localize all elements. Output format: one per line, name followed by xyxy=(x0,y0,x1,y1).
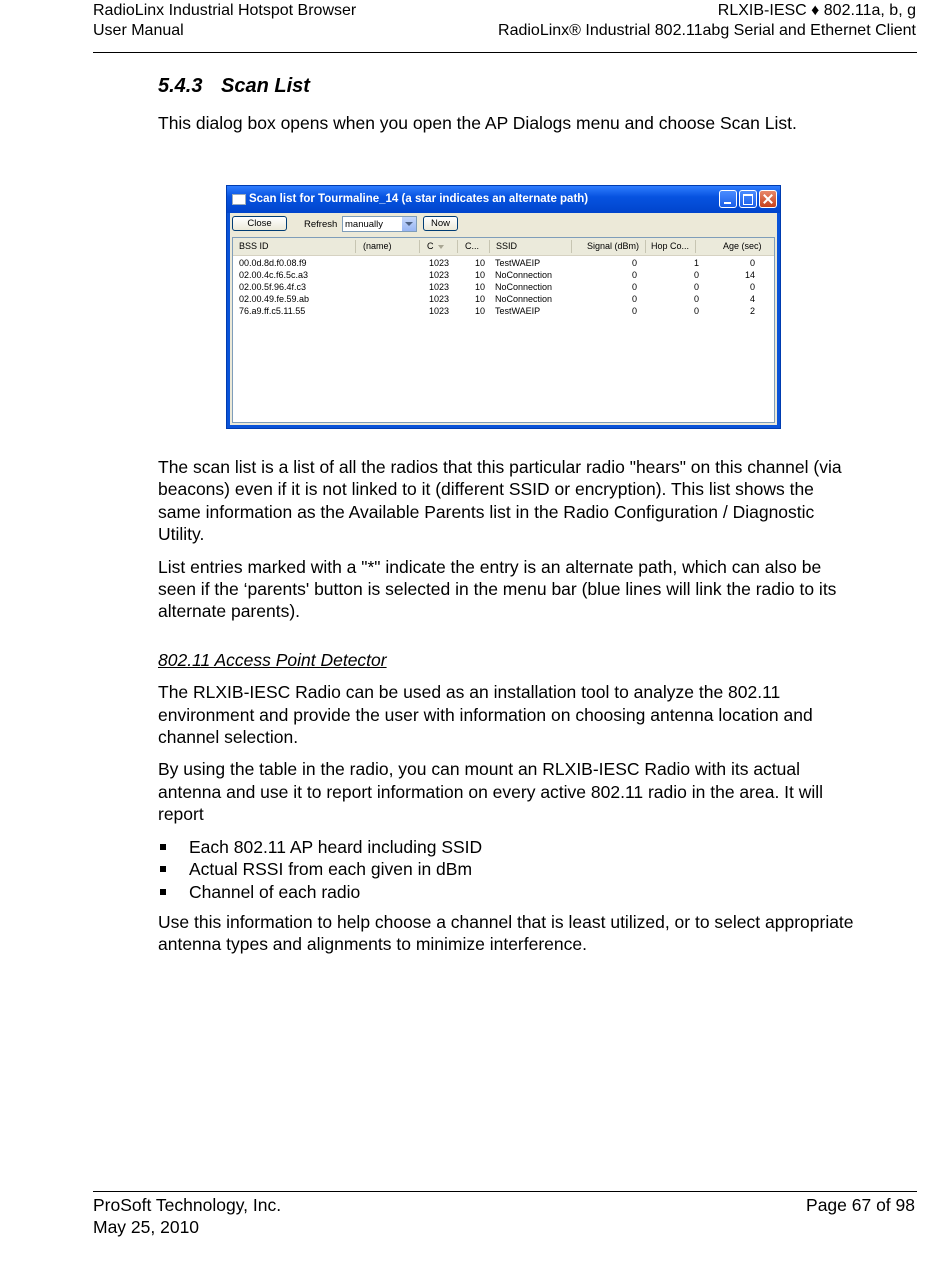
cell-ssid: NoConnection xyxy=(495,270,553,280)
report-list xyxy=(158,836,858,903)
table-row[interactable] xyxy=(233,258,774,270)
cell-c2: 10 xyxy=(474,282,485,292)
now-button[interactable]: Now xyxy=(423,216,458,231)
header-description: RadioLinx® Industrial 802.11abg Serial and Ethernet Client xyxy=(498,22,916,39)
alternate-path-paragraph: List entries marked with a "*" indicate the entry is an alternate path, which can also be seen if the ‘parents' button is selected in the menu bar (blue lines will link the radio to its alternate parents). xyxy=(158,556,837,622)
cell-c2: 10 xyxy=(474,258,485,268)
column-divider xyxy=(571,240,572,253)
column-divider xyxy=(489,240,490,253)
cell-hop: 0 xyxy=(693,270,699,280)
refresh-select[interactable] xyxy=(342,216,417,232)
cell-signal: 0 xyxy=(631,270,637,280)
cell-signal: 0 xyxy=(631,258,637,268)
column-divider xyxy=(457,240,458,253)
table-rows xyxy=(233,258,774,318)
list-item: Channel of each radio xyxy=(158,881,858,903)
header-model: RLXIB-IESC ♦ 802.11a, b, g xyxy=(717,2,916,19)
usage-paragraph: Use this information to help choose a channel that is least utilized, or to select appropriate antenna types and alignments to minimize interference. xyxy=(158,911,854,955)
cell-c1: 1023 xyxy=(429,282,450,292)
cell-c2: 10 xyxy=(474,270,485,280)
cell-age: 0 xyxy=(749,258,755,268)
footer-company: ProSoft Technology, Inc. xyxy=(93,1195,282,1215)
col-ssid[interactable]: SSID xyxy=(496,241,518,251)
window-app-icon xyxy=(232,194,246,205)
column-divider xyxy=(645,240,646,253)
column-divider xyxy=(355,240,356,253)
section-number: 5.4.3 xyxy=(158,75,203,97)
table-row[interactable] xyxy=(233,294,774,306)
cell-signal: 0 xyxy=(631,306,637,316)
footer-rule xyxy=(93,1191,917,1192)
footer-date: May 25, 2010 xyxy=(93,1217,200,1237)
cell-bssid: 02.00.49.fe.59.ab xyxy=(239,294,310,304)
cell-hop: 0 xyxy=(693,294,699,304)
cell-c2: 10 xyxy=(474,306,485,316)
col-c1[interactable]: C xyxy=(427,241,434,251)
col-name[interactable]: (name) xyxy=(363,241,392,251)
cell-age: 4 xyxy=(749,294,755,304)
section-heading xyxy=(158,75,858,97)
cell-c1: 1023 xyxy=(429,306,450,316)
cell-signal: 0 xyxy=(631,294,637,304)
cell-hop: 0 xyxy=(693,306,699,316)
cell-hop: 0 xyxy=(693,282,699,292)
subheading: 802.11 Access Point Detector xyxy=(158,649,387,670)
window-client xyxy=(230,213,777,425)
table-row[interactable] xyxy=(233,270,774,282)
minimize-icon[interactable] xyxy=(719,190,737,208)
cell-c1: 1023 xyxy=(429,294,450,304)
close-window-icon[interactable] xyxy=(759,190,777,208)
header-rule xyxy=(93,52,917,53)
footer-page-number: Page 67 of 98 xyxy=(806,1195,915,1215)
refresh-value: manually xyxy=(345,219,384,230)
list-item: Each 802.11 AP heard including SSID xyxy=(158,836,858,858)
col-hop[interactable]: Hop Co... xyxy=(651,241,690,251)
window-titlebar xyxy=(227,186,780,213)
header-doc-type: User Manual xyxy=(93,22,184,39)
cell-ssid: NoConnection xyxy=(495,294,553,304)
intro-paragraph: This dialog box opens when you open the AP Dialogs menu and choose Scan List. xyxy=(158,113,797,134)
header-product: RadioLinx Industrial Hotspot Browser xyxy=(93,2,357,19)
maximize-icon[interactable] xyxy=(739,190,757,208)
cell-age: 2 xyxy=(749,306,755,316)
cell-bssid: 00.0d.8d.f0.08.f9 xyxy=(239,258,307,268)
section-intro xyxy=(158,75,858,145)
cell-c1: 1023 xyxy=(429,258,450,268)
close-button[interactable]: Close xyxy=(232,216,287,231)
cell-bssid: 02.00.5f.96.4f.c3 xyxy=(239,282,307,292)
column-divider xyxy=(695,240,696,253)
list-item: Actual RSSI from each given in dBm xyxy=(158,858,858,880)
cell-bssid: 02.00.4c.f6.5c.a3 xyxy=(239,270,309,280)
table-row[interactable] xyxy=(233,282,774,294)
cell-signal: 0 xyxy=(631,282,637,292)
body-text xyxy=(158,456,858,966)
cell-bssid: 76.a9.ff.c5.11.55 xyxy=(239,306,306,316)
column-divider xyxy=(419,240,420,253)
table-row[interactable] xyxy=(233,306,774,318)
sort-arrow-icon xyxy=(438,245,444,249)
col-age[interactable]: Age (sec) xyxy=(723,241,762,251)
scan-list-paragraph: The scan list is a list of all the radios that this particular radio "hears" on this channel (via beacons) even if it is not linked to it (different SSID or encryption). This list shows the same information as the Available Parents list in the Radio Configuration / Diagnostic Utility. xyxy=(158,457,842,545)
col-c2[interactable]: C... xyxy=(465,241,480,251)
window-toolbar xyxy=(230,213,777,235)
chevron-down-icon[interactable] xyxy=(402,217,416,231)
cell-age: 14 xyxy=(744,270,755,280)
cell-c1: 1023 xyxy=(429,270,450,280)
cell-ssid: TestWAEIP xyxy=(495,258,541,268)
report-paragraph: By using the table in the radio, you can mount an RLXIB-IESC Radio with its actual antenna and use it to report information on every active 802.11 radio in the area. It will report xyxy=(158,759,824,825)
cell-ssid: NoConnection xyxy=(495,282,553,292)
column-header-row xyxy=(233,238,774,256)
scan-list-window xyxy=(226,185,781,429)
col-signal[interactable]: Signal (dBm) xyxy=(587,241,640,251)
cell-age: 0 xyxy=(749,282,755,292)
cell-hop: 1 xyxy=(693,258,699,268)
section-title: Scan List xyxy=(221,75,310,97)
window-title: Scan list for Tourmaline_14 (a star indicates an alternate path) xyxy=(249,193,589,205)
col-bssid[interactable]: BSS ID xyxy=(239,241,269,251)
detector-paragraph: The RLXIB-IESC Radio can be used as an installation tool to analyze the 802.11 environment and provide the user with information on choosing antenna location and channel selection. xyxy=(158,682,813,748)
refresh-label: Refresh xyxy=(304,219,338,230)
cell-ssid: TestWAEIP xyxy=(495,306,541,316)
scan-list-table xyxy=(232,237,775,423)
cell-c2: 10 xyxy=(474,294,485,304)
